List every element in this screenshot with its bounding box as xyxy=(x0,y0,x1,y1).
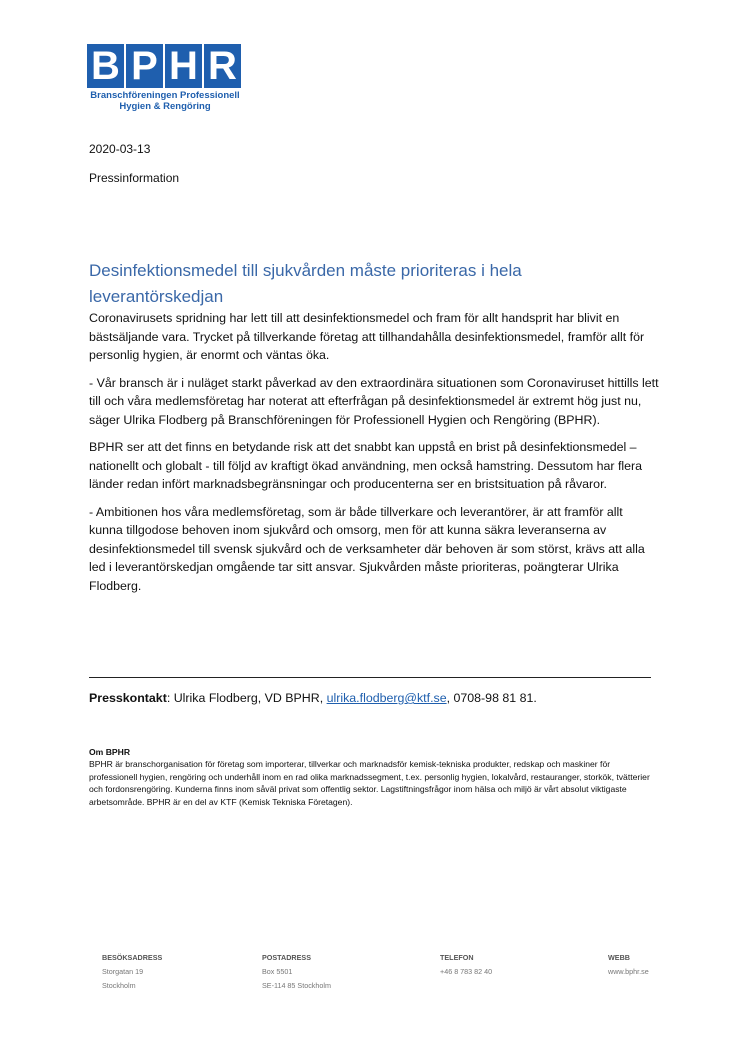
document-date: 2020-03-13 xyxy=(89,142,151,156)
logo-letter-h: H xyxy=(165,44,202,88)
press-contact-label: Presskontakt xyxy=(89,691,167,705)
press-contact xyxy=(89,691,537,705)
footer-visit-line1: Storgatan 19 xyxy=(102,967,144,976)
document-type: Pressinformation xyxy=(89,171,180,185)
footer-visit-label: BESÖKSADRESS xyxy=(102,953,163,962)
footer-visit-address xyxy=(102,951,162,993)
logo-subtitle xyxy=(87,90,243,112)
logo-subtitle-line2: Hygien & Rengöring xyxy=(119,101,211,112)
press-contact-email-link[interactable]: ulrika.flodberg@ktf.se xyxy=(326,691,447,705)
footer-visit-line2: Stockholm xyxy=(102,981,136,990)
press-contact-name: : Ulrika Flodberg, VD BPHR, xyxy=(166,691,327,705)
footer-web-label: WEBB xyxy=(608,953,630,962)
about-title: Om BPHR xyxy=(89,747,131,757)
about-section xyxy=(89,746,659,808)
about-text: BPHR är branschorganisation för företag som importerar, tillverkar och marknadsför kemisk-tekniska produkter, redskap och maskiner för professionell hygien, rengöring och underhåll inom en rad olika marknadssegment, t.ex. personlig hygien, lokalvård, restauranger, storkök, tvätterier och fordonsrengöring. Kunderna finns inom såväl privat som offentlig sektor. Lagstiftningsfrågor inom hälsa och miljö är vårt absolut viktigaste arbetsområde. BPHR är en del av KTF (Kemisk Tekniska Företagen). xyxy=(89,759,650,807)
press-contact-phone: , 0708-98 81 81. xyxy=(446,691,537,705)
divider-line xyxy=(89,677,651,678)
footer-postal-line1: Box 5501 xyxy=(262,967,293,976)
logo-letter-p: P xyxy=(126,44,163,88)
body-text xyxy=(89,309,659,604)
footer-web xyxy=(608,951,649,979)
paragraph-3: BPHR ser att det finns en betydande risk att det snabbt kan uppstå en brist på desinfektionsmedel – nationellt och globalt - till följd av kraftigt ökad användning, men också hamstring. Dessutom har flera länder redan infört marknadsbegränsningar och producenterna ser en bristsituation på råvaror. xyxy=(89,440,643,491)
paragraph-4: - Ambitionen hos våra medlemsföretag, som är både tillverkare och leverantörer, är att framför allt kunna tillgodose behoven inom sjukvård och omsorg, men för att kunna säkra leveranserna av desinfektionsmedel till svensk sjukvård och de verksamheter där behoven är som störst, krävs att alla led i leverantörskedjan omgående tar sitt ansvar. Sjukvården måste prioriteras, poängterar Ulrika Flodberg. xyxy=(89,504,645,593)
footer-phone xyxy=(440,951,492,979)
footer-postal-address xyxy=(262,951,331,993)
footer-web-url[interactable]: www.bphr.se xyxy=(608,967,649,976)
footer-phone-label: TELEFON xyxy=(440,953,474,962)
paragraph-1: Coronavirusets spridning har lett till att desinfektionsmedel och fram för allt handsprit har blivit en bästsäljande vara. Trycket på tillverkande företag att tillhandahålla desinfektionsmedel, framför allt för personlig hygien, är enormt och väntas öka. xyxy=(89,311,645,362)
logo-subtitle-line1: Branschföreningen Professionell xyxy=(90,90,240,101)
bphr-logo xyxy=(87,44,245,112)
footer-postal-line2: SE-114 85 Stockholm xyxy=(262,981,331,990)
footer-phone-number: +46 8 783 82 40 xyxy=(440,967,493,976)
logo-letter-r: R xyxy=(204,44,241,88)
logo-letters xyxy=(87,44,245,88)
headline: Desinfektionsmedel till sjukvården måste prioriteras i hela leverantörskedjan xyxy=(89,261,522,306)
logo-letter-b: B xyxy=(87,44,124,88)
footer-postal-label: POSTADRESS xyxy=(262,953,311,962)
paragraph-2: - Vår bransch är i nuläget starkt påverkad av den extraordinära situationen som Coronaviruset hittills lett till och våra medlemsföretag har noterat att efterfrågan på desinfektionsmedel är extremt hög just nu, säger Ulrika Flodberg på Branschföreningen för Professionell Hygien och Rengöring (BPHR). xyxy=(89,375,659,427)
